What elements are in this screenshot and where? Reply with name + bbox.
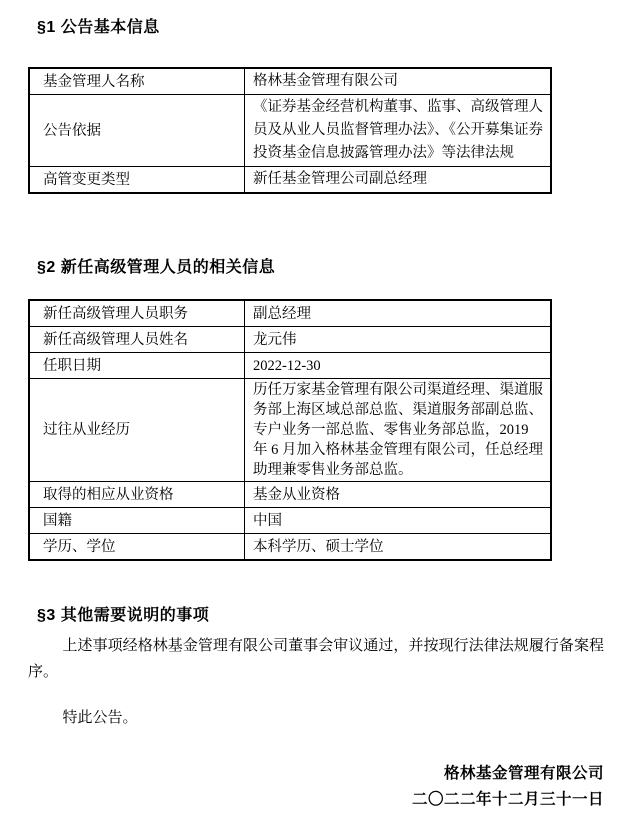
- row-value: 新任基金管理公司副总经理: [245, 167, 552, 194]
- row-label: 新任高级管理人员姓名: [29, 327, 245, 353]
- section3-paragraph: 上述事项经格林基金管理有限公司董事会审议通过，并按现行法律法规履行备案程序。: [28, 638, 604, 680]
- row-label: 国籍: [29, 508, 245, 534]
- row-label: 任职日期: [29, 353, 245, 379]
- section2-heading: §2 新任高级管理人员的相关信息: [37, 259, 276, 276]
- table-row: [29, 327, 551, 353]
- row-value: 本科学历、硕士学位: [245, 534, 552, 561]
- table-row: [29, 482, 551, 508]
- row-value: 格林基金管理有限公司: [245, 68, 552, 95]
- row-label: 学历、学位: [29, 534, 245, 561]
- signature-company: 格林基金管理有限公司: [443, 765, 604, 782]
- table-row: [29, 379, 551, 482]
- row-label: 取得的相应从业资格: [29, 482, 245, 508]
- table-row: [29, 95, 551, 167]
- section2-table: [28, 299, 552, 561]
- row-value: 2022-12-30: [245, 353, 552, 379]
- row-value: 《证券基金经营机构董事、监事、高级管理人员及从业人员监督管理办法》、《公开募集证券投资基金信息披露管理办法》等法律法规: [245, 95, 552, 167]
- table-row: [29, 534, 551, 561]
- row-value: 副总经理: [245, 300, 552, 327]
- row-label: 过往从业经历: [29, 379, 245, 482]
- table-row: [29, 68, 551, 95]
- row-value: 基金从业资格: [245, 482, 552, 508]
- row-value: 龙元伟: [245, 327, 552, 353]
- row-label: 基金管理人名称: [29, 68, 245, 95]
- signature-block: [28, 761, 604, 813]
- row-value: 历任万家基金管理有限公司渠道经理、渠道服务部上海区域总部总监、渠道服务部副总监、专户业务一部总监、零售业务部总监，2019 年 6 月加入格林基金管理有限公司，任总经理助理兼零售业务部总监。: [245, 379, 552, 482]
- table-row: [29, 167, 551, 194]
- table-row: [29, 300, 551, 327]
- table-row: [29, 353, 551, 379]
- closing-statement: 特此公告。: [62, 710, 138, 726]
- section1-table: [28, 67, 552, 194]
- row-value: 中国: [245, 508, 552, 534]
- signature-date: 二〇二二年十二月三十一日: [411, 791, 604, 808]
- section3-heading: §3 其他需要说明的事项: [37, 607, 210, 624]
- row-label: 公告依据: [29, 95, 245, 167]
- table-row: [29, 508, 551, 534]
- section1-heading: §1 公告基本信息: [37, 19, 160, 36]
- row-label: 高管变更类型: [29, 167, 245, 194]
- row-label: 新任高级管理人员职务: [29, 300, 245, 327]
